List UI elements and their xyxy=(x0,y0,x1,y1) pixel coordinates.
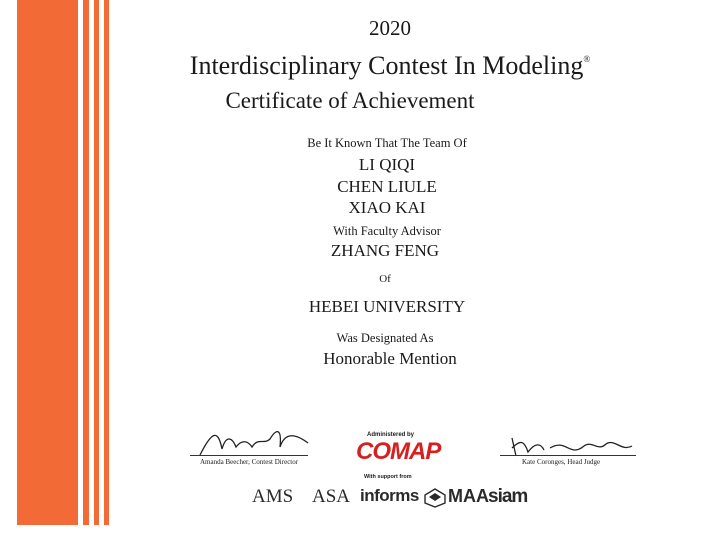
advisor-name: ZHANG FENG xyxy=(330,241,440,260)
university-name: HEBEI UNIVERSITY xyxy=(308,297,466,316)
contest-name xyxy=(170,51,610,81)
award-level: Honorable Mention xyxy=(323,349,457,368)
contest-name-text: Interdisciplinary Contest In Modeling xyxy=(189,51,584,80)
advisor-label: With Faculty Advisor xyxy=(333,224,441,238)
administered-by-label: Administered by xyxy=(367,432,415,438)
stripe-thin-3 xyxy=(104,0,109,525)
informs-logo: informs xyxy=(360,486,419,505)
designated-label: Was Designated As xyxy=(336,331,434,345)
support-label: With support from xyxy=(364,474,412,480)
right-signature-line xyxy=(500,455,636,456)
siam-logo: siam xyxy=(488,486,528,507)
director-caption: Amanda Beecher, Contest Director xyxy=(200,458,299,466)
judge-signature xyxy=(506,428,636,462)
judge-caption: Kate Coronges, Head Judge xyxy=(522,458,601,466)
certificate-year: 2020 xyxy=(369,16,411,40)
maa-logo: MAA xyxy=(448,486,489,506)
team-member-1: LI QIQI xyxy=(358,155,416,174)
registered-mark: ® xyxy=(583,54,591,65)
certificate-title: Certificate of Achievement xyxy=(225,88,475,113)
left-signature-line xyxy=(190,455,308,456)
maa-icon xyxy=(424,488,446,508)
team-member-2: CHEN LIULE xyxy=(337,177,437,196)
ams-logo: AMS xyxy=(252,486,294,507)
comap-logo: COMAP xyxy=(356,438,441,465)
decorative-stripes xyxy=(0,0,112,525)
stripe-wide xyxy=(17,0,78,525)
of-label: Of xyxy=(379,273,391,285)
team-member-3: XIAO KAI xyxy=(348,198,426,217)
stripe-thin-2 xyxy=(94,0,99,525)
asa-logo: ASA xyxy=(312,486,351,507)
intro-text: Be It Known That The Team Of xyxy=(307,136,467,150)
stripe-thin-1 xyxy=(83,0,89,525)
